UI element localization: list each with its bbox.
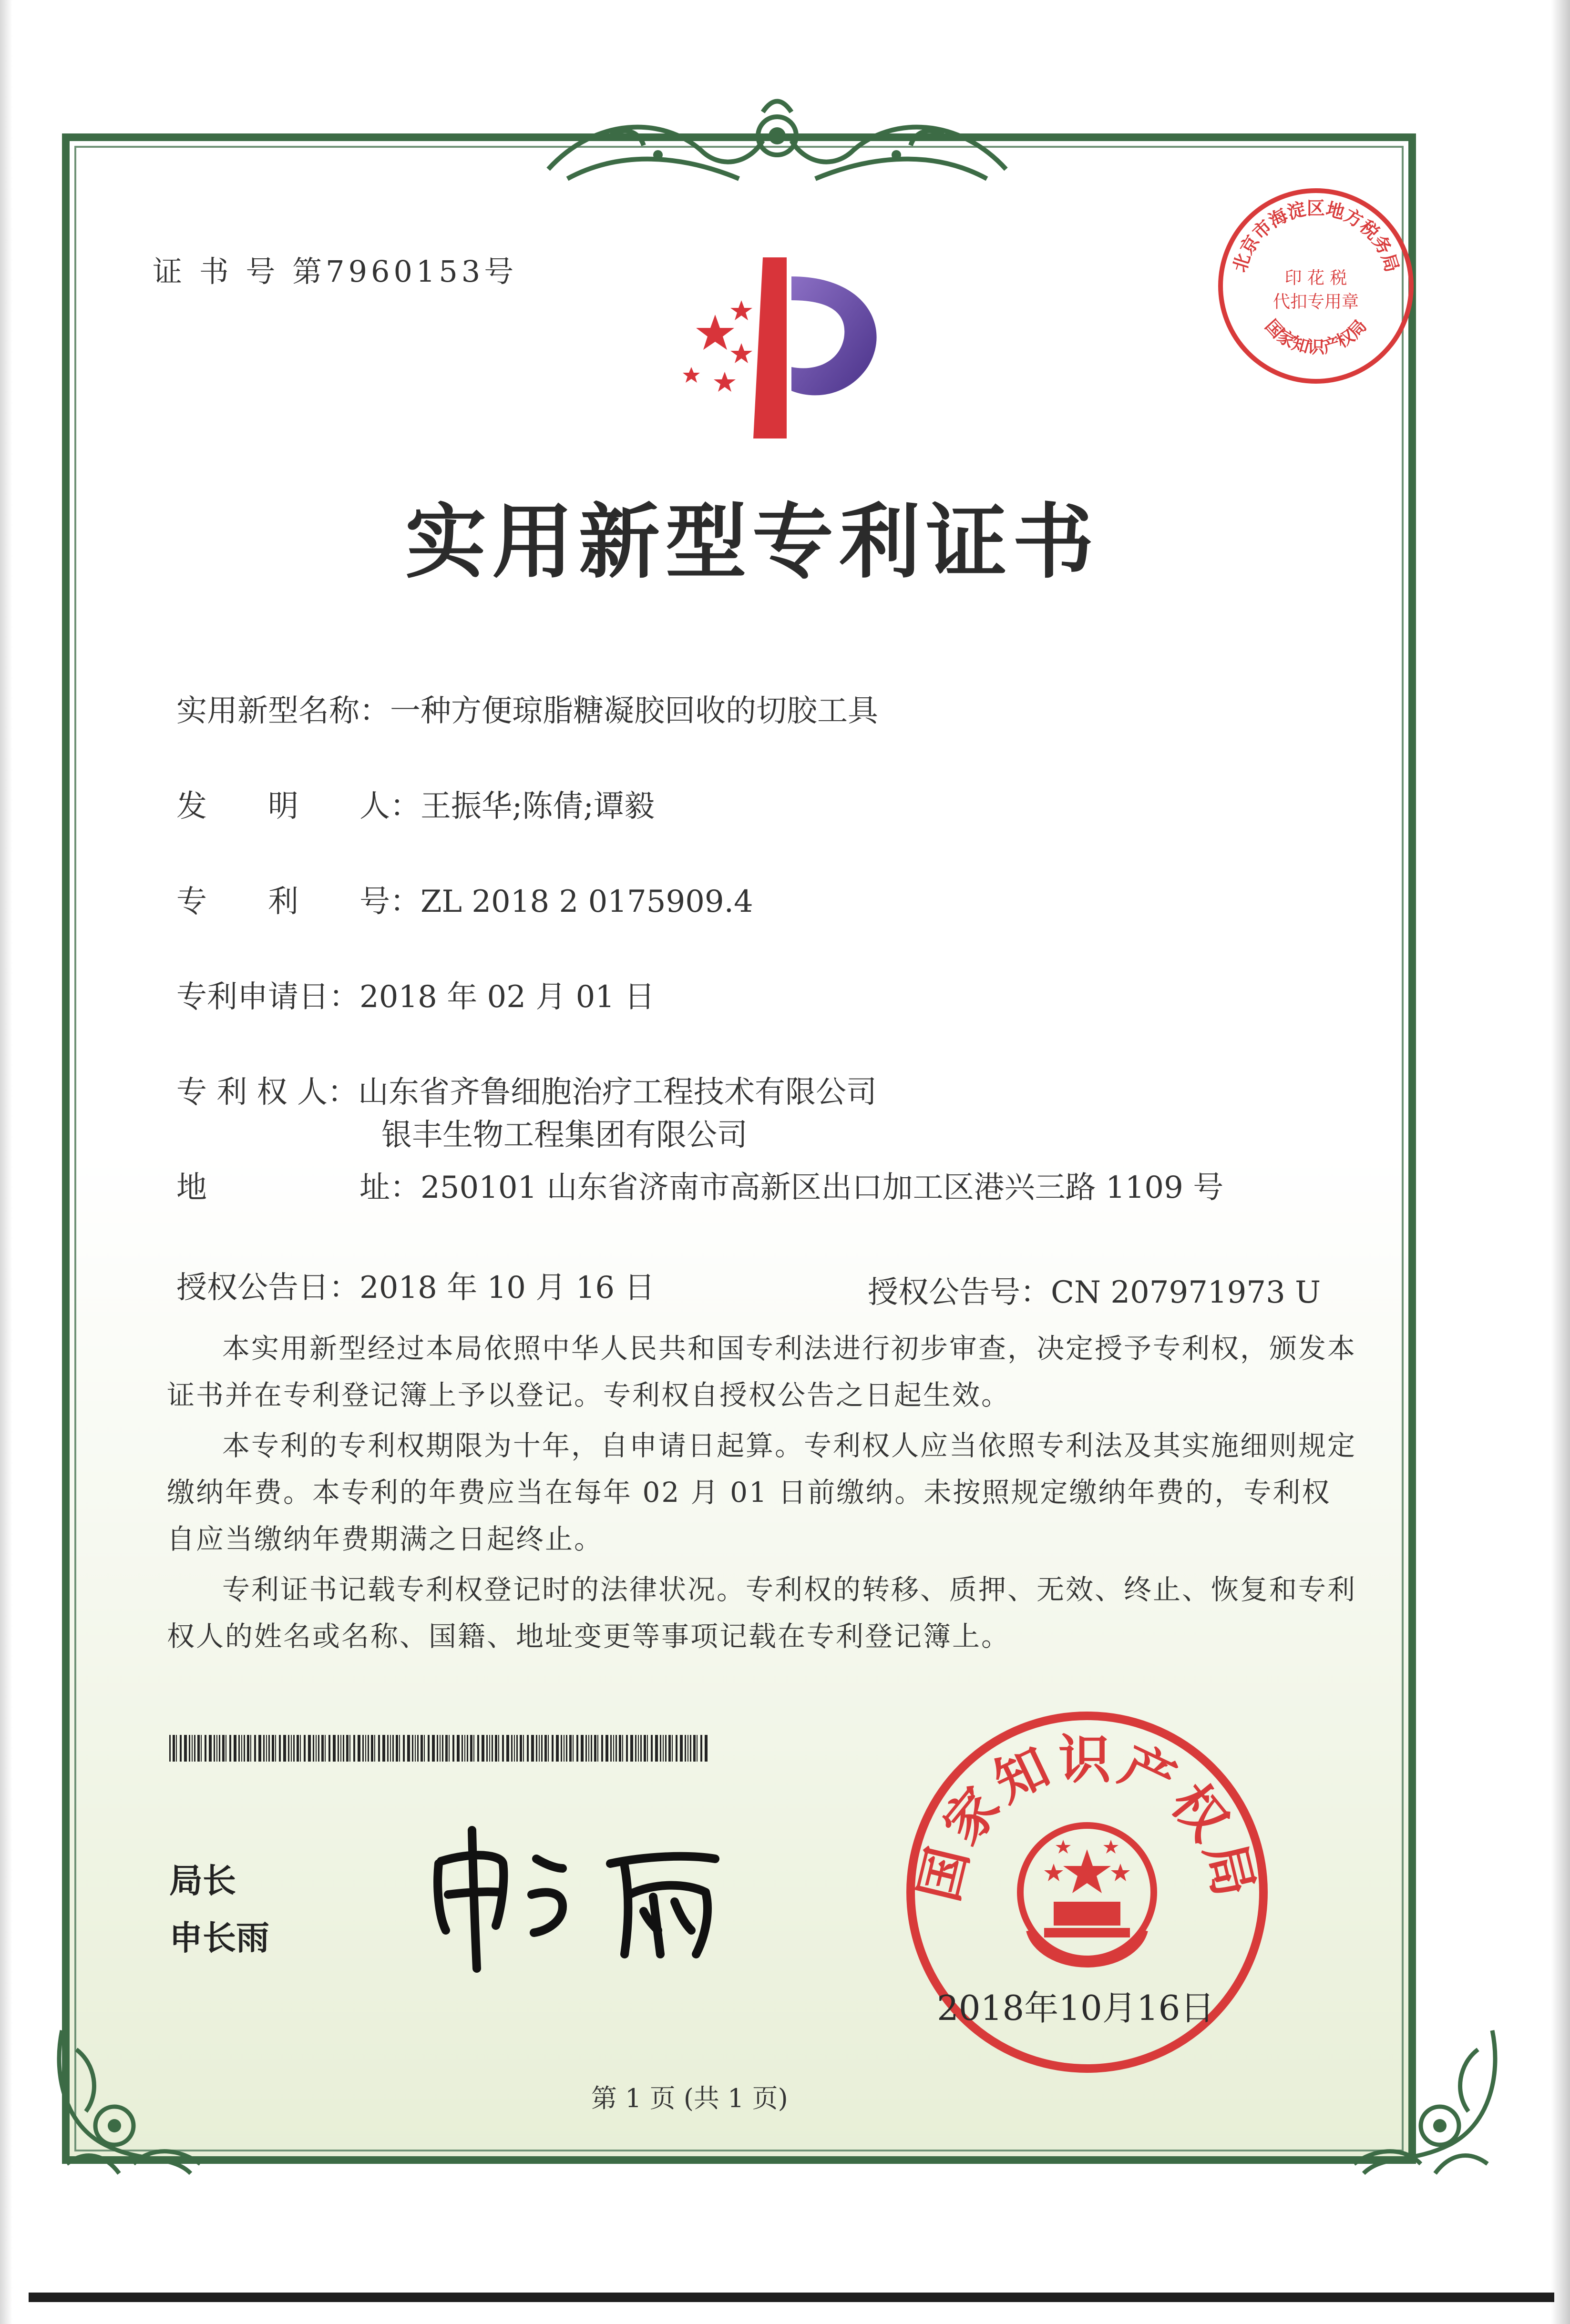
patent-number-label: 专 利 号： <box>176 884 421 919</box>
scan-edge-right <box>1551 0 1570 2324</box>
certificate-statements <box>167 1325 1359 1660</box>
patentee-value-1: 山东省齐鲁细胞治疗工程技术有限公司 <box>358 1075 877 1110</box>
certificate-number: 证 书 号 第7960153号 <box>153 254 518 289</box>
inventor-row <box>176 782 655 826</box>
corner-ornament-right-icon <box>1335 2021 1507 2192</box>
svg-text:国家知识产权局 <box>1261 316 1371 357</box>
name-label: 实用新型名称： <box>176 693 390 729</box>
seal-date: 2018年10月16日 <box>937 1988 1215 2028</box>
inventor-label: 发 明 人： <box>176 789 421 824</box>
scan-edge-bottom <box>29 2293 1554 2302</box>
application-date-row <box>176 972 655 1016</box>
svg-text:北京市海淀区地方税务局 <box>1229 197 1403 275</box>
statement-paragraph-1: 本实用新型经过本局依照中华人民共和国专利法进行初步审查，决定授予专利权，颁发本证书并在专利登记簿上予以登记。专利权自授权公告之日起生效。 <box>167 1332 1357 1411</box>
national-emblem-icon <box>1020 1825 1154 1964</box>
patentee-row <box>176 1068 877 1111</box>
director-name: 申长雨 <box>169 1918 269 1957</box>
patentee-label: 专 利 权 人： <box>176 1075 359 1110</box>
grant-date-row <box>176 1263 655 1307</box>
grant-number-value: CN 207971973 U <box>1051 1275 1321 1310</box>
corner-ornament-left-icon <box>48 2021 219 2192</box>
sipo-seal-text: 国家知识产权局 <box>907 1729 1267 1907</box>
tax-stamp-outer-text: 北京市海淀区地方税务局 <box>1228 197 1404 275</box>
top-ornament-icon <box>539 98 1016 188</box>
cnipa-logo-icon <box>644 248 892 458</box>
scan-edge-left <box>0 0 12 2324</box>
certificate-title: 实用新型专利证书 <box>405 494 1100 590</box>
statement-paragraph-3: 专利证书记载专利权登记时的法律状况。专利权的转移、质押、无效、终止、恢复和专利权人的姓名或名称、国籍、地址变更等事项记载在专利登记簿上。 <box>167 1573 1357 1652</box>
statement-paragraph-2: 本专利的专利权期限为十年，自申请日起算。专利权人应当依照专利法及其实施细则规定缴纳年费。本专利的年费应当在每年 02 月 01 日前缴纳。未按照规定缴纳年费的，专利权自应当缴纳年费期满之日起终止。 <box>167 1429 1357 1555</box>
patentee-value-2: 银丰生物工程集团有限公司 <box>381 1118 748 1153</box>
tax-stamp-icon <box>1211 181 1421 391</box>
address-row <box>176 1163 1223 1207</box>
tax-stamp-inner-2: 代扣专用章 <box>1272 292 1359 312</box>
name-value: 一种方便琼脂糖凝胶回收的切胶工具 <box>390 693 878 729</box>
grant-number-label: 授权公告号： <box>868 1275 1051 1310</box>
inventor-value: 王振华;陈倩;谭毅 <box>421 789 655 824</box>
tax-stamp-inner-1: 印 花 税 <box>1284 268 1347 288</box>
patent-number-value: ZL 2018 2 0175909.4 <box>421 884 753 919</box>
patent-number-row <box>176 877 753 921</box>
application-date-label: 专利申请日： <box>176 979 359 1015</box>
barcode-icon <box>169 1735 713 1762</box>
director-title: 局长 <box>169 1861 236 1900</box>
page-footer: 第 1 页 (共 1 页) <box>591 2083 788 2113</box>
address-label: 地 址： <box>176 1170 421 1205</box>
tax-stamp-bottom-text: 国家知识产权局 <box>1261 316 1371 357</box>
address-value: 250101 山东省济南市高新区出口加工区港兴三路 1109 号 <box>421 1170 1224 1205</box>
application-date-value: 2018 年 02 月 01 日 <box>359 979 655 1015</box>
grant-number-row <box>868 1268 1321 1312</box>
grant-date-value: 2018 年 10 月 16 日 <box>359 1270 655 1305</box>
utility-model-name-row <box>176 686 878 730</box>
grant-date-label: 授权公告日： <box>176 1270 359 1305</box>
director-signature <box>420 1811 772 1983</box>
